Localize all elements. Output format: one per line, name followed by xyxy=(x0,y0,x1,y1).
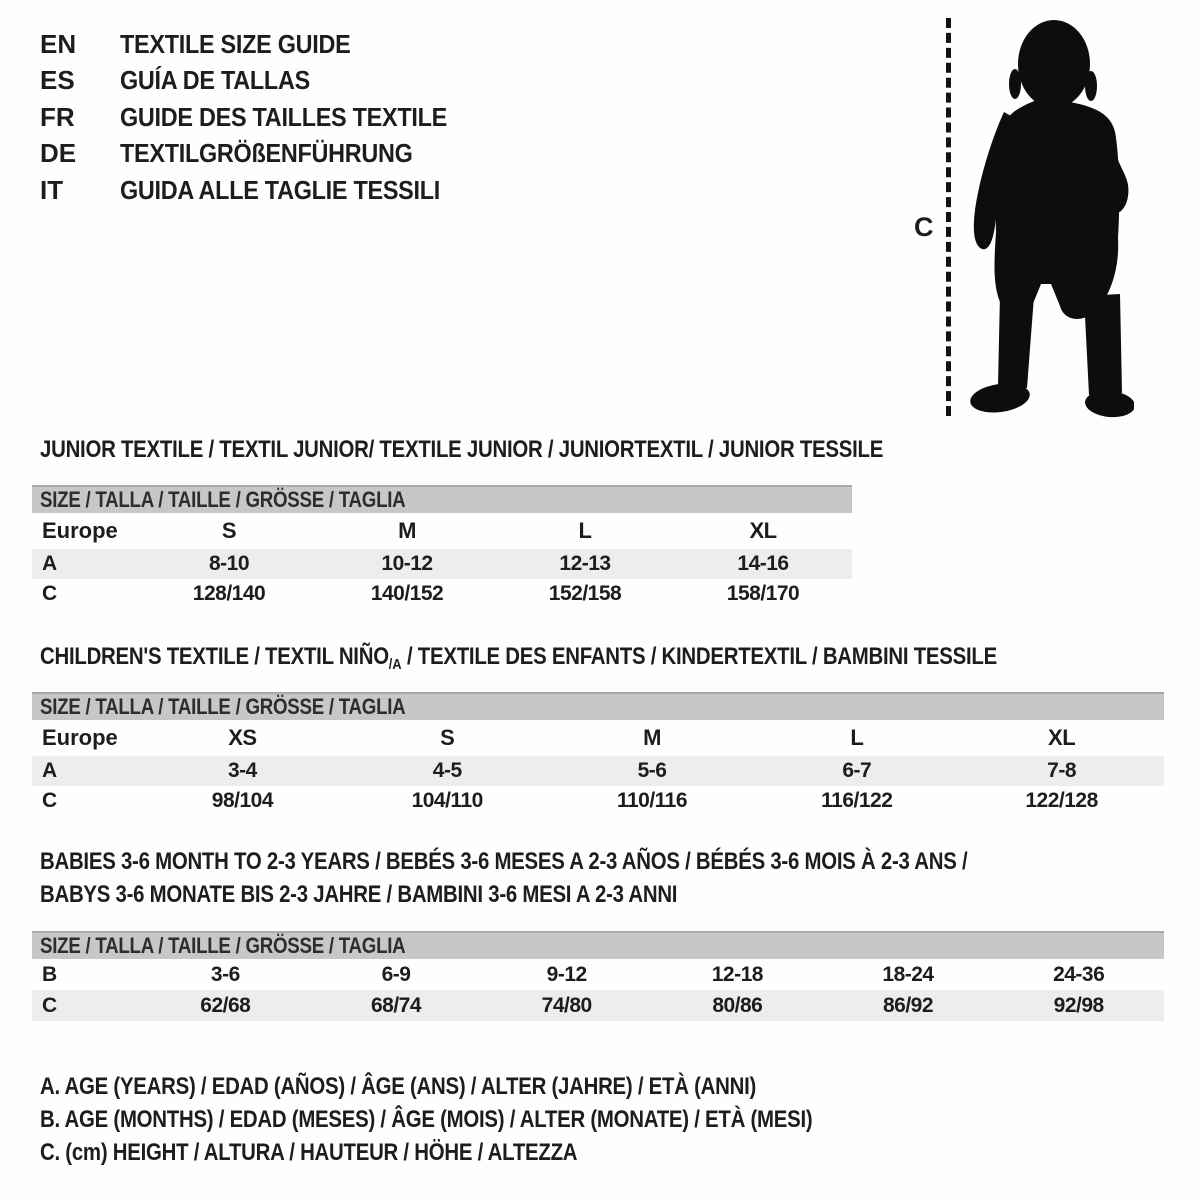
size-header-bar: SIZE / TALLA / TAILLE / GRÖSSE / TAGLIA xyxy=(32,931,1164,959)
cell: 7-8 xyxy=(1047,759,1077,782)
lang-row-en xyxy=(40,26,483,63)
lang-code: ES xyxy=(40,65,75,96)
table-row-columns xyxy=(32,720,1164,756)
lang-code: IT xyxy=(40,174,64,205)
table-row-height xyxy=(32,579,852,609)
cell: 3-4 xyxy=(227,759,257,782)
lang-row-de xyxy=(40,136,483,173)
guide-title-it: GUIDA ALLE TAGLIE TESSILI xyxy=(120,174,440,205)
col-header: M xyxy=(398,518,416,543)
cell: 8-10 xyxy=(208,552,250,575)
size-header-bar: SIZE / TALLA / TAILLE / GRÖSSE / TAGLIA xyxy=(32,485,852,513)
cell: 86/92 xyxy=(882,993,934,1017)
row-label: C xyxy=(42,993,58,1017)
cell: 116/122 xyxy=(821,789,893,812)
cell: 12-18 xyxy=(711,962,763,986)
cell: 14-16 xyxy=(737,552,789,575)
cell: 62/68 xyxy=(200,993,251,1017)
height-measure-dashed-line xyxy=(946,18,951,416)
table-row-columns xyxy=(32,513,852,549)
table-row-height xyxy=(32,786,1164,816)
junior-size-table xyxy=(32,485,852,609)
table-row-age xyxy=(32,549,852,579)
col-header: S xyxy=(221,518,237,543)
nino-a-subscript: /A xyxy=(388,656,402,673)
cell: 104/110 xyxy=(411,789,483,812)
cell: 12-13 xyxy=(559,552,611,575)
table-row-age xyxy=(32,756,1164,786)
toddler-silhouette xyxy=(962,16,1134,418)
cell: 24-36 xyxy=(1053,962,1105,986)
children-size-table xyxy=(32,692,1164,816)
col-header: M xyxy=(643,725,661,750)
col-header: S xyxy=(440,725,455,750)
section-title-children: CHILDREN'S TEXTILE / TEXTIL $NIÑO_{/A}$ / TEXTILE DES ENFANTS / KINDERTEXTIL / BAMBINI TESSILE xyxy=(40,643,997,673)
row-label: C xyxy=(42,582,58,605)
cell: 9-12 xyxy=(546,962,587,986)
section-title-junior: JUNIOR TEXTILE / TEXTIL JUNIOR/ TEXTILE JUNIOR / JUNIORTEXTIL / JUNIOR TESSILE xyxy=(40,436,884,463)
cell: 6-7 xyxy=(842,759,872,782)
cell: 6-9 xyxy=(381,962,411,986)
col-header: L xyxy=(578,518,592,543)
col-header: L xyxy=(850,725,864,750)
cell: 92/98 xyxy=(1053,993,1104,1017)
cell: 140/152 xyxy=(370,582,444,605)
footnote-b: B. AGE (MONTHS) / EDAD (MESES) / ÂGE (MOIS) / ALTER (MONATE) / ETÀ (MESI) xyxy=(40,1106,813,1133)
language-title-list xyxy=(40,26,483,209)
cell: 3-6 xyxy=(210,962,240,986)
cell: 4-5 xyxy=(432,759,462,782)
col-header: XS xyxy=(228,725,257,750)
lang-row-it xyxy=(40,172,483,209)
cell: 10-12 xyxy=(381,552,433,575)
babies-size-table xyxy=(32,931,1164,1021)
cell: 128/140 xyxy=(192,582,266,605)
cell: 18-24 xyxy=(882,962,934,986)
cell: 80/86 xyxy=(712,993,763,1017)
lang-row-es xyxy=(40,63,483,100)
col-header: XL xyxy=(749,518,777,543)
lang-code: DE xyxy=(40,138,77,169)
lang-row-fr xyxy=(40,99,483,136)
cell: 158/170 xyxy=(726,582,800,605)
section-title-babies-line2: BABYS 3-6 MONATE BIS 2-3 JAHRE / BAMBINI 3-6 MESI A 2-3 ANNI xyxy=(40,881,678,908)
col-header: XL xyxy=(1048,725,1076,750)
row-label: B xyxy=(42,962,58,986)
height-measure-label: C xyxy=(914,212,934,242)
footnote-c: C. (cm) HEIGHT / ALTURA / HAUTEUR / HÖHE / ALTEZZA xyxy=(40,1139,578,1166)
guide-title-es: GUÍA DE TALLAS xyxy=(120,65,310,96)
cell: 98/104 xyxy=(211,789,274,812)
row-label: Europe xyxy=(42,725,118,750)
guide-title-fr: GUIDE DES TAILLES TEXTILE xyxy=(120,101,447,132)
table-row-height xyxy=(32,990,1164,1021)
cell: 110/116 xyxy=(616,789,688,812)
cell: 122/128 xyxy=(1025,789,1098,812)
cell: 152/158 xyxy=(548,582,622,605)
row-label: C xyxy=(42,789,58,812)
row-label: A xyxy=(42,759,58,782)
cell: 74/80 xyxy=(541,993,592,1017)
lang-code: FR xyxy=(40,101,75,132)
row-label: Europe xyxy=(42,518,118,543)
footnote-a: A. AGE (YEARS) / EDAD (AÑOS) / ÂGE (ANS) / ALTER (JAHRE) / ETÀ (ANNI) xyxy=(40,1073,757,1100)
size-header-bar: SIZE / TALLA / TAILLE / GRÖSSE / TAGLIA xyxy=(32,692,1164,720)
lang-code: EN xyxy=(40,28,77,59)
table-row-age-months xyxy=(32,959,1164,990)
guide-title-de: TEXTILGRÖßENFÜHRUNG xyxy=(120,138,413,169)
section-title-babies-line1: BABIES 3-6 MONTH TO 2-3 YEARS / BEBÉS 3-6 MESES A 2-3 AÑOS / BÉBÉS 3-6 MOIS À 2-3 ANS / xyxy=(40,848,968,875)
row-label: A xyxy=(42,552,58,575)
cell: 5-6 xyxy=(637,759,667,782)
guide-title-en: TEXTILE SIZE GUIDE xyxy=(120,28,351,59)
cell: 68/74 xyxy=(370,993,422,1017)
